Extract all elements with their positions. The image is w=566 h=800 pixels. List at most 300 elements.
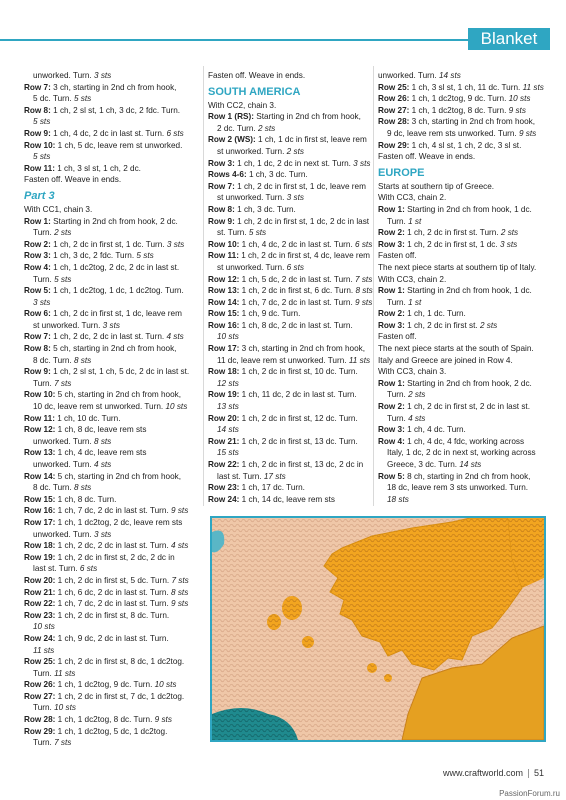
- stitch-count: 2 sts: [500, 228, 519, 238]
- instruction-text: 1 ch, 2 dc, 2 dc in last st. Turn.: [50, 332, 167, 342]
- instruction-line: [24, 140, 200, 152]
- instruction-line: [24, 93, 200, 105]
- instruction-line: [378, 459, 548, 471]
- instruction-line: [378, 116, 548, 128]
- row-label: Row 17:: [24, 517, 56, 527]
- instruction-text: 1 ch, 1 dc2tog, 5 dc, 1 dc2tog.: [55, 726, 168, 736]
- instruction-line: [24, 517, 200, 529]
- instruction-line: [208, 447, 368, 459]
- instruction-line: [24, 401, 200, 413]
- instruction-line: [208, 100, 368, 112]
- instruction-text: 1 ch, 2 dc in first st.: [404, 320, 480, 330]
- stitch-count: 14 sts: [217, 425, 239, 435]
- page-number: 51: [533, 768, 544, 778]
- instruction-text: st unworked. Turn.: [217, 146, 287, 156]
- section-badge: Blanket: [468, 28, 550, 50]
- row-label: Row 25:: [378, 82, 410, 92]
- instruction-line: [24, 308, 200, 320]
- stitch-count: 4 sts: [93, 460, 112, 469]
- instruction-line: [24, 70, 200, 82]
- watermark: PassionForum.ru: [499, 789, 560, 798]
- instruction-line: [378, 151, 548, 163]
- row-label: Row 9:: [24, 128, 51, 138]
- stitch-count: 10 sts: [33, 622, 55, 632]
- row-label: Row 8:: [208, 204, 235, 214]
- instruction-line: [24, 610, 200, 622]
- row-label: Row 16:: [208, 320, 240, 330]
- instruction-line: [24, 737, 200, 749]
- instruction-line: [24, 163, 200, 175]
- row-label: Row 22:: [24, 599, 56, 609]
- instruction-text: unworked. Turn.: [33, 460, 94, 469]
- instruction-line: [378, 70, 548, 82]
- instruction-line: [378, 227, 548, 239]
- stitch-count: 3 sts: [353, 158, 371, 168]
- instruction-line: [378, 274, 548, 286]
- instruction-line: [378, 262, 548, 274]
- instruction-text: 1 ch, 1 dc2tog, 2 dc, leave rem sts: [55, 517, 183, 527]
- instruction-line: [378, 192, 548, 204]
- instruction-text: 1 ch, 4 dc, 4 fdc, working across: [404, 436, 525, 446]
- instruction-text: 1 ch, 2 dc in first st, 10 dc. Turn.: [239, 367, 358, 377]
- instruction-line: [24, 447, 200, 459]
- instruction-line: [378, 331, 548, 343]
- instruction-line: [378, 343, 548, 355]
- instruction-line: [24, 128, 200, 140]
- instruction-line: [208, 70, 368, 82]
- section-heading: SOUTH AMERICA: [208, 85, 301, 98]
- instruction-text: 1 ch, 10 dc. Turn.: [54, 413, 121, 423]
- stitch-count: 9 sts: [508, 105, 526, 115]
- instruction-line: [24, 529, 200, 541]
- instruction-text: 5 dc. Turn.: [33, 94, 74, 104]
- instruction-text: unworked. Turn.: [378, 71, 439, 80]
- instruction-text: 3 ch, starting in 2nd ch from hook,: [50, 82, 177, 92]
- row-label: Row 27:: [24, 691, 56, 701]
- row-label: Row 21:: [24, 587, 56, 597]
- stitch-count: 15 sts: [217, 448, 239, 458]
- instruction-line: [24, 320, 200, 332]
- instruction-line: [378, 204, 548, 216]
- instruction-text: 8 ch, starting in 2nd ch from hook,: [404, 471, 531, 481]
- stitch-count: 3 sts: [499, 239, 518, 249]
- row-label: Row 21:: [208, 436, 240, 446]
- column-3: [378, 70, 548, 505]
- instruction-line: [24, 343, 200, 355]
- column-2: [208, 70, 373, 505]
- row-label: Row 1:: [378, 378, 405, 388]
- row-label: Row 3:: [24, 251, 51, 261]
- instruction-line: [208, 343, 368, 355]
- instruction-text: st. Turn.: [217, 228, 249, 238]
- row-label: Row 7:: [24, 82, 51, 92]
- column-1: [24, 70, 200, 749]
- stitch-count: 5 sts: [54, 274, 72, 284]
- stitch-count: 3 sts: [102, 320, 120, 330]
- stitch-count: 9 sts: [171, 506, 189, 516]
- instruction-line: [24, 285, 200, 297]
- row-label: Row 18:: [24, 541, 56, 551]
- row-label: Row 27:: [378, 105, 410, 115]
- instruction-line: [24, 714, 200, 726]
- instruction-line: [24, 378, 200, 390]
- instruction-line: [208, 471, 368, 483]
- instruction-text: The next piece starts at the south of Spain.: [378, 344, 534, 354]
- instruction-text: 5 ch, starting in 2nd ch from hook,: [50, 344, 177, 354]
- instruction-line: [378, 128, 548, 140]
- row-label: Row 20:: [24, 575, 56, 585]
- footer-divider: [528, 769, 529, 778]
- instruction-text: 18 dc, leave rem 3 sts unworked. Turn.: [387, 483, 529, 493]
- instruction-text: Starting in 2nd ch from hook, 2 dc.: [50, 216, 178, 226]
- stitch-count: 7 sts: [54, 738, 72, 748]
- instruction-line: [378, 308, 548, 320]
- instruction-line: [378, 250, 548, 262]
- instruction-line: [24, 297, 200, 309]
- footer-site[interactable]: www.craftworld.com: [442, 768, 523, 778]
- row-label: Rows 4-6:: [208, 170, 247, 180]
- row-label: Row 8:: [24, 344, 51, 354]
- instruction-text: Fasten off. Weave in ends.: [208, 71, 306, 80]
- row-label: Row 11:: [24, 163, 55, 173]
- row-label: Row 7:: [208, 181, 235, 191]
- row-label: Row 12:: [208, 274, 240, 284]
- stitch-count: 3 sts: [166, 239, 185, 249]
- instruction-line: [208, 192, 368, 204]
- instruction-text: With CC2, chain 3.: [208, 100, 277, 110]
- row-label: Row 24:: [208, 494, 240, 504]
- instruction-line: [208, 285, 373, 297]
- instruction-line: [24, 494, 200, 506]
- instruction-text: 1 ch, 3 sl st, 1 ch, 2 dc.: [54, 163, 141, 173]
- instruction-line: [378, 366, 548, 378]
- instruction-text: unworked. Turn.: [33, 436, 94, 446]
- instruction-text: 8 dc. Turn.: [33, 355, 74, 365]
- instruction-line: [208, 308, 368, 320]
- stitch-count: 6 sts: [79, 564, 98, 574]
- instruction-text: 1 ch, 2 dc in first st, 1 dc. Turn.: [50, 239, 167, 249]
- stitch-count: 2 sts: [257, 123, 276, 133]
- instruction-line: [24, 552, 200, 564]
- instruction-line: [208, 134, 368, 146]
- instruction-text: 1 ch, 3 dc. Turn.: [246, 170, 308, 180]
- instruction-line: [378, 482, 548, 494]
- instruction-line: [208, 389, 368, 401]
- stitch-count: 10 sts: [154, 680, 177, 690]
- instruction-text: 1 ch, 4 dc. Turn.: [404, 425, 466, 435]
- instruction-line: [24, 227, 200, 239]
- instruction-text: 1 ch, 4 sl st, 1 ch, 2 dc, 3 sl st.: [409, 140, 522, 150]
- instruction-text: 1 ch, 2 sl st, 1 ch, 3 dc, 2 fdc. Turn.: [50, 105, 181, 115]
- instruction-line: [24, 563, 200, 575]
- instruction-line: [24, 633, 200, 645]
- instruction-text: 1 ch, 1 dc2tog, 9 dc. Turn.: [55, 680, 155, 690]
- row-label: Row 13:: [208, 286, 240, 296]
- instruction-text: st unworked. Turn.: [33, 320, 103, 330]
- row-label: Row 28:: [24, 715, 56, 725]
- row-label: Row 4:: [24, 262, 51, 272]
- instruction-text: Turn.: [33, 378, 55, 388]
- row-label: Row 9:: [24, 367, 51, 377]
- instruction-line: [24, 471, 200, 483]
- row-label: Row 25:: [24, 657, 56, 667]
- instruction-line: [208, 111, 368, 123]
- row-label: Row 5:: [24, 286, 51, 296]
- instruction-text: Fasten off. Weave in ends.: [378, 152, 476, 162]
- stitch-count: 8 sts: [73, 483, 92, 493]
- stitch-count: 10 sts: [508, 94, 531, 104]
- instruction-line: [208, 250, 371, 262]
- instruction-line: [378, 494, 548, 506]
- instruction-line: [24, 105, 200, 117]
- instruction-line: [24, 540, 200, 552]
- instruction-line: [378, 297, 548, 309]
- instruction-text: 3 ch, starting in 2nd ch from hook,: [239, 344, 366, 354]
- row-label: Row 29:: [24, 726, 56, 736]
- instruction-text: 1 ch, 7 dc, 2 dc in last st. Turn.: [55, 506, 171, 516]
- instruction-text: 8 dc. Turn.: [33, 483, 74, 493]
- instruction-line: [208, 262, 368, 274]
- instruction-line: [208, 181, 368, 193]
- stitch-count: 3 sts: [286, 193, 304, 203]
- stitch-count: 9 sts: [171, 599, 189, 609]
- instruction-text: Fasten off.: [378, 332, 417, 342]
- instruction-text: 1 ch, 9 dc, 2 dc in last st. Turn.: [55, 633, 169, 643]
- instruction-text: 1 ch, 5 dc, leave rem st unworked.: [55, 140, 183, 150]
- instruction-text: 1 ch, 4 dc, leave rem sts: [55, 448, 147, 458]
- instruction-text: 5 ch, starting in 2nd ch from hook,: [55, 471, 182, 481]
- row-label: Row 14:: [208, 297, 240, 307]
- row-label: Row 1:: [378, 204, 405, 214]
- row-label: Row 5:: [378, 471, 405, 481]
- row-label: Row 10:: [208, 239, 240, 249]
- instruction-line: [24, 274, 200, 286]
- instruction-line: [208, 401, 368, 413]
- stitch-count: 14 sts: [459, 460, 482, 469]
- instruction-text: The next piece starts at southern tip of Italy.: [378, 262, 537, 272]
- stitch-count: 8 sts: [73, 355, 92, 365]
- instruction-text: Turn.: [387, 297, 409, 307]
- instruction-text: 1 ch, 6 dc, 2 dc in last st. Turn.: [55, 587, 171, 597]
- instruction-line: [378, 401, 548, 413]
- instruction-line: [208, 216, 368, 228]
- instruction-line: [378, 436, 548, 448]
- instruction-text: Turn.: [33, 668, 55, 678]
- instruction-line: [208, 320, 368, 332]
- instruction-text: With CC1, chain 3.: [24, 204, 93, 214]
- instruction-text: 1 ch, 2 dc in first st, 1 dc.: [404, 239, 500, 249]
- instruction-line: [24, 702, 200, 714]
- instruction-line: [24, 656, 200, 668]
- row-label: Row 28:: [378, 117, 410, 127]
- instruction-text: 1 ch, 7 dc, 2 dc in last st. Turn.: [55, 599, 171, 609]
- instruction-line: [378, 413, 548, 425]
- instruction-text: Fasten off. Weave in ends.: [24, 175, 122, 185]
- section-heading: EUROPE: [378, 166, 425, 179]
- instruction-line: [24, 216, 200, 228]
- instruction-text: Turn.: [33, 228, 55, 238]
- instruction-text: last st. Turn.: [33, 564, 80, 574]
- instruction-text: With CC3, chain 3.: [378, 367, 447, 377]
- row-label: Row 2:: [378, 309, 405, 319]
- instruction-line: [24, 204, 200, 216]
- column-divider: [203, 66, 204, 506]
- instruction-text: 1 ch, 2 dc in first st, 12 dc. Turn.: [239, 413, 358, 423]
- instruction-line: [208, 436, 368, 448]
- instruction-text: 1 ch, 1 dc2tog, 8 dc. Turn.: [409, 105, 509, 115]
- stitch-count: 1 st: [408, 216, 422, 226]
- stitch-count: 2 sts: [54, 228, 72, 238]
- row-label: Row 26:: [378, 94, 410, 104]
- instruction-line: [378, 82, 548, 94]
- instruction-text: 1 ch, 17 dc. Turn.: [239, 483, 305, 493]
- stitch-count: 3 sts: [93, 71, 112, 80]
- instruction-text: 1 ch, 2 dc in first st, 1 dc, leave rem: [234, 181, 366, 191]
- instruction-text: 2 dc. Turn.: [217, 123, 258, 133]
- instruction-line: [24, 116, 200, 128]
- instruction-line: [378, 93, 548, 105]
- instruction-text: 1 ch, 3 dc, 2 fdc. Turn.: [50, 251, 137, 261]
- instruction-line: [24, 575, 200, 587]
- instruction-text: 1 ch, 14 dc, leave rem sts: [239, 494, 335, 504]
- instruction-text: Starting in 2nd ch from hook, 2 dc.: [404, 378, 532, 388]
- instruction-line: [378, 105, 548, 117]
- stitch-count: 3 sts: [93, 529, 112, 539]
- instruction-text: With CC3, chain 2.: [378, 193, 447, 203]
- instruction-text: 1 ch, 2 dc in first st, 4 dc, leave rem: [238, 251, 371, 261]
- instruction-text: 1 ch, 4 dc, 2 dc in last st. Turn.: [50, 128, 167, 138]
- row-label: Row 18:: [208, 367, 240, 377]
- instruction-line: [378, 424, 548, 436]
- instruction-text: Starting in 2nd ch from hook,: [253, 112, 361, 122]
- stitch-count: 1 st: [408, 297, 422, 307]
- instruction-line: [24, 250, 200, 262]
- instruction-text: Greece, 3 dc. Turn.: [387, 460, 460, 469]
- instruction-text: With CC3, chain 2.: [378, 274, 447, 284]
- instruction-text: 10 dc, leave rem st unworked. Turn.: [33, 402, 166, 412]
- stitch-count: 4 sts: [408, 413, 426, 423]
- row-label: Row 12:: [24, 425, 56, 435]
- instruction-text: 1 ch, 2 dc in first st, 5 dc. Turn.: [55, 575, 172, 585]
- row-label: Row 13:: [24, 448, 56, 458]
- stitch-count: 7 sts: [54, 378, 72, 388]
- instruction-text: 1 ch, 7 dc, 2 dc in last st. Turn.: [239, 297, 355, 307]
- instruction-line: [378, 389, 548, 401]
- instruction-line: [208, 482, 368, 494]
- instruction-line: [24, 436, 200, 448]
- instruction-line: [24, 239, 200, 251]
- instruction-text: 1 ch, 2 dc in first st, 13 dc. Turn.: [239, 436, 358, 446]
- stitch-count: 17 sts: [263, 471, 286, 481]
- stitch-count: 12 sts: [217, 378, 239, 388]
- instruction-line: [378, 320, 548, 332]
- instruction-text: 1 ch, 8 dc, leave rem sts: [55, 425, 147, 435]
- instruction-line: [208, 331, 368, 343]
- instruction-text: 3 ch, starting in 2nd ch from hook,: [409, 117, 536, 127]
- row-label: Row 2:: [378, 228, 405, 238]
- stitch-count: 2 sts: [408, 390, 426, 400]
- instruction-line: [24, 691, 200, 703]
- instruction-line: [208, 494, 368, 506]
- row-label: Row 23:: [208, 483, 240, 493]
- instruction-text: 1 ch, 2 dc in first st, 2 dc, 2 dc in: [55, 552, 175, 562]
- column-divider: [373, 66, 374, 506]
- instruction-line: [378, 285, 548, 297]
- instruction-text: 1 ch, 1 dc2tog, 2 dc, 2 dc in last st.: [50, 262, 180, 272]
- instruction-line: [24, 679, 200, 691]
- instruction-text: Turn.: [33, 738, 55, 748]
- instruction-text: 1 ch, 2 dc, 2 dc in last st. Turn.: [55, 541, 171, 551]
- row-label: Row 11:: [24, 413, 55, 423]
- instruction-line: [208, 297, 373, 309]
- instruction-text: 1 ch, 2 dc in first st, 7 dc, 1 dc2tog.: [55, 691, 185, 701]
- row-label: Row 24:: [24, 633, 56, 643]
- instruction-line: [24, 82, 200, 94]
- instruction-line: [24, 505, 200, 517]
- instruction-text: st unworked. Turn.: [217, 193, 287, 203]
- instruction-text: unworked. Turn.: [33, 529, 94, 539]
- row-label: Row 9:: [208, 216, 235, 226]
- instruction-text: 1 ch, 8 dc, 2 dc in last st. Turn.: [239, 320, 353, 330]
- instruction-line: [378, 471, 548, 483]
- instruction-text: 1 ch, 1 dc, 2 dc in next st. Turn.: [234, 158, 354, 168]
- blanket-photo: [210, 516, 546, 742]
- stitch-count: 5 sts: [33, 117, 51, 127]
- stitch-count: 4 sts: [166, 332, 184, 342]
- instruction-text: 1 ch, 2 dc in first st, 1 dc, 2 dc in last: [234, 216, 370, 226]
- instruction-text: Turn.: [387, 216, 409, 226]
- row-label: Row 11:: [208, 251, 239, 261]
- stitch-count: 9 sts: [355, 297, 373, 307]
- instruction-line: [24, 668, 200, 680]
- instruction-line: [208, 204, 368, 216]
- instruction-line: [24, 413, 200, 425]
- stitch-count: 13 sts: [217, 402, 239, 412]
- stitch-count: 10 sts: [217, 332, 239, 342]
- row-label: Row 22:: [208, 460, 240, 469]
- instruction-text: 1 ch, 2 dc in first st, 2 dc in last st.: [404, 402, 530, 412]
- row-label: Row 10:: [24, 390, 56, 400]
- instruction-text: st unworked. Turn.: [217, 262, 287, 272]
- instruction-text: Starts at southern tip of Greece.: [378, 181, 495, 191]
- instruction-text: 1 ch, 1 dc. Turn.: [404, 309, 466, 319]
- instruction-line: [208, 239, 373, 251]
- stitch-count: 18 sts: [387, 494, 409, 504]
- instruction-text: 1 ch, 3 sl st, 1 ch, 11 dc. Turn.: [409, 82, 523, 92]
- instruction-text: 1 ch, 2 dc in first st. Turn.: [404, 228, 501, 238]
- row-label: Row 1:: [378, 286, 405, 296]
- instruction-line: [24, 174, 200, 186]
- instruction-text: 9 dc, leave rem sts unworked. Turn.: [387, 128, 519, 138]
- instruction-line: [24, 331, 200, 343]
- stitch-count: 14 sts: [438, 71, 461, 80]
- instruction-line: [208, 413, 368, 425]
- stitch-count: 11 sts: [348, 355, 371, 365]
- row-label: Row 2 (WS):: [208, 135, 256, 145]
- instruction-line: [208, 146, 368, 158]
- instruction-line: [24, 424, 200, 436]
- instruction-line: [24, 355, 200, 367]
- row-label: Row 17:: [208, 344, 240, 354]
- instruction-line: [24, 645, 200, 657]
- instruction-line: [24, 598, 200, 610]
- row-label: Row 20:: [208, 413, 240, 423]
- instruction-line: [208, 459, 368, 471]
- stitch-count: 5 sts: [136, 251, 154, 261]
- instruction-text: 5 ch, starting in 2nd ch from hook,: [55, 390, 182, 400]
- instruction-line: [24, 389, 200, 401]
- instruction-line: [24, 587, 200, 599]
